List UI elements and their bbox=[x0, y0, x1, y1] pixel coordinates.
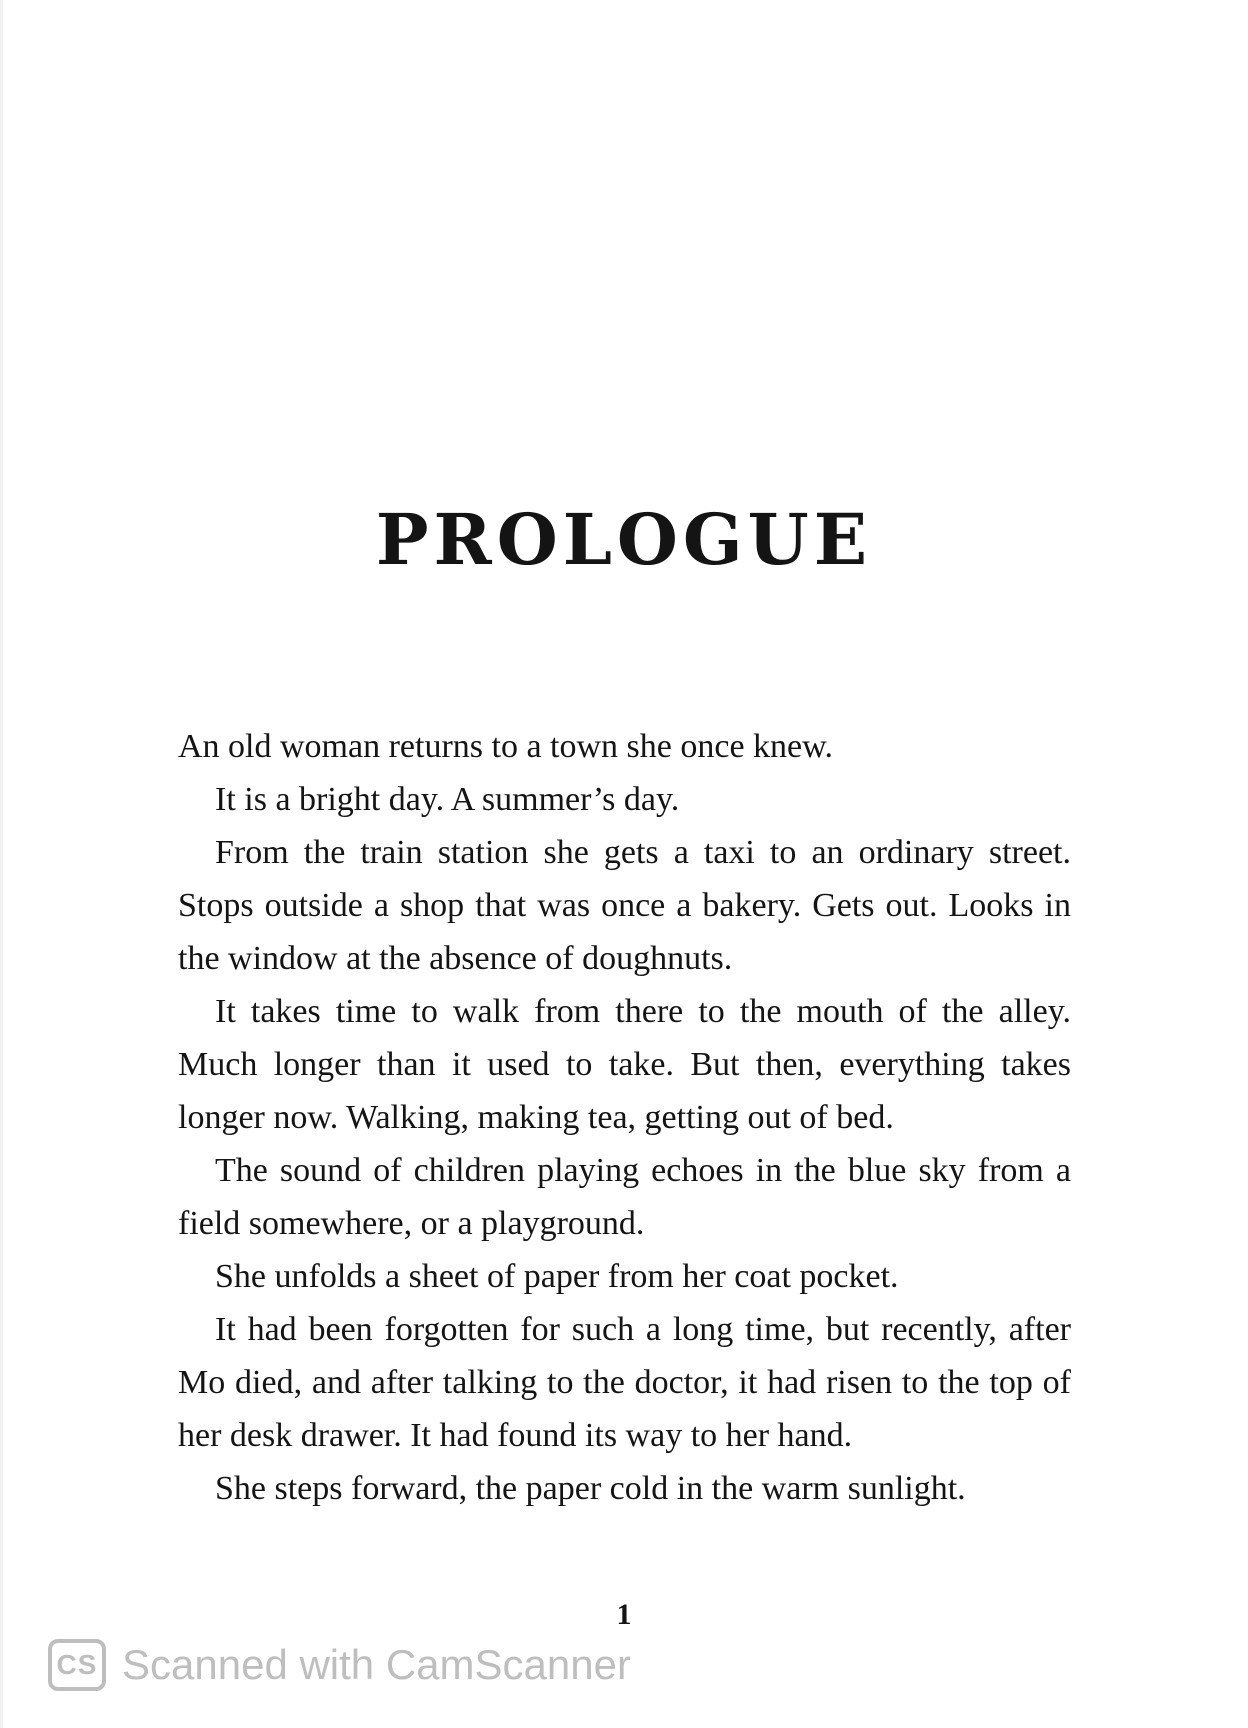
paragraph-8: She steps forward, the paper cold in the warm sunlight. bbox=[215, 1470, 966, 1507]
paragraph-2: It is a bright day. A summer’s day. bbox=[215, 781, 680, 818]
page-edge bbox=[0, 0, 3, 1728]
watermark-text: Scanned with CamScanner bbox=[122, 1641, 631, 1688]
paragraph-6: She unfolds a sheet of paper from her coat pocket. bbox=[215, 1258, 899, 1295]
camscanner-logo-icon: CS bbox=[48, 1639, 106, 1691]
paragraph-5: The sound of children playing echoes in the blue sky from a field somewhere, or a playground. bbox=[178, 1152, 1071, 1242]
paragraph-7: It had been forgotten for such a long time, but recently, after Mo died, and after talking to the doctor, it had risen to the top of her desk drawer. It had found its way to her hand. bbox=[178, 1311, 1071, 1454]
chapter-title: PROLOGUE bbox=[375, 498, 873, 581]
paragraph-4: It takes time to walk from there to the mouth of the alley. Much longer than it used to take. But then, everything takes longer now. Walking, making tea, getting out of bed. bbox=[178, 993, 1071, 1136]
paragraph-3: From the train station she gets a taxi to an ordinary street. Stops outside a shop that was once a bakery. Gets out. Looks in the window at the absence of doughnuts. bbox=[178, 834, 1071, 977]
page-number: 1 bbox=[616, 1598, 632, 1631]
paragraph-1: An old woman returns to a town she once knew. bbox=[178, 728, 833, 765]
camscanner-watermark bbox=[48, 1636, 631, 1694]
prologue-body bbox=[178, 720, 1071, 1515]
